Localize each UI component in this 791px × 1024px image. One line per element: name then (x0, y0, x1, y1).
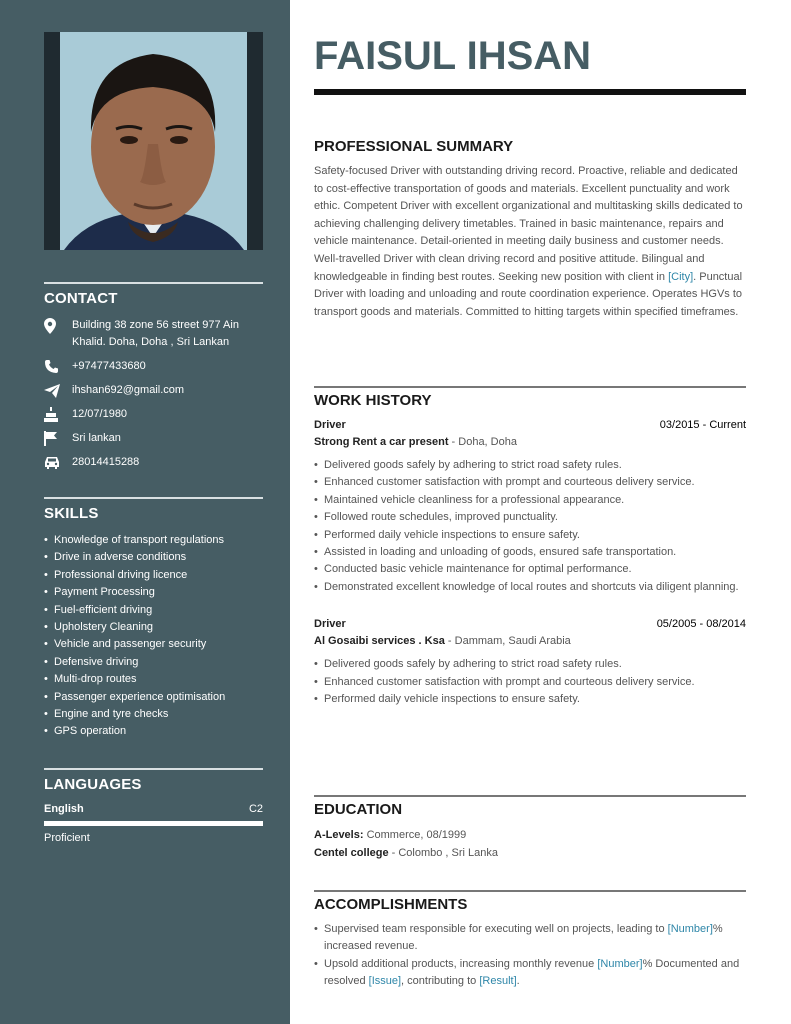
list-item: • Upholstery Cleaning (44, 619, 263, 636)
job-entry (314, 616, 746, 708)
work-history-section (314, 386, 746, 708)
contact-title: CONTACT (44, 290, 118, 307)
summary-text-part: . Punctual Driver with loading and unloading and route coordination experience. Operates HGVs to transport goods and materials. Committed to hitting targets within specified timeframes. (314, 270, 743, 318)
list-item: • Followed route schedules, improved punctuality. (314, 509, 746, 526)
divider (44, 282, 263, 284)
address-text: Building 38 zone 56 street 977 Ain Khalid. Doha, Doha , Sri Lankan (72, 319, 239, 348)
list-item: • Delivered goods safely by adhering to strict road safety rules. (314, 656, 746, 673)
text-part: Supervised team responsible for executing well on projects, leading to (324, 923, 668, 935)
job-bullets (314, 656, 746, 708)
list-item: • Engine and tyre checks (44, 706, 263, 723)
list-item: • GPS operation (44, 723, 263, 740)
text-part: % increased revenue. (324, 923, 723, 953)
skills-section (44, 497, 263, 741)
divider (314, 386, 746, 388)
school-location: - Colombo , Sri Lanka (388, 847, 499, 859)
list-item (314, 921, 746, 956)
job-dates: 03/2015 - Current (659, 419, 746, 431)
nationality-text: Sri lankan (72, 432, 121, 444)
birthdate-text: 12/07/1980 (72, 408, 128, 420)
list-item: • Multi-drop routes (44, 671, 263, 688)
text-part: Upsold additional products, increasing monthly revenue (324, 957, 598, 970)
text-part: , contributing to (401, 975, 480, 988)
list-item: • Performed daily vehicle inspections to ensure safety. (314, 527, 746, 544)
send-icon (44, 382, 62, 399)
accomplishments-section (314, 890, 746, 991)
flag-icon (44, 430, 62, 447)
work-history-title: WORK HISTORY (314, 392, 432, 409)
title-underline (314, 89, 746, 95)
contact-birthdate (44, 406, 263, 423)
contact-email (44, 382, 263, 399)
list-item: • Assisted in loading and unloading of goods, ensured safe transportation. (314, 544, 746, 561)
education-section (314, 795, 746, 862)
phone-text[interactable]: +97477433680 (72, 360, 146, 372)
list-item: • Maintained vehicle cleanliness for a professional appearance. (314, 492, 746, 509)
car-icon (44, 454, 62, 471)
list-item: • Passenger experience optimisation (44, 689, 263, 706)
accomplishments-list (314, 921, 746, 991)
job-company (314, 633, 746, 650)
education-degree (314, 826, 746, 844)
education-school (314, 844, 746, 862)
education-title: EDUCATION (314, 801, 403, 818)
summary-text (314, 163, 746, 321)
summary-section (314, 138, 746, 321)
language-row (44, 803, 263, 815)
profile-photo (44, 32, 263, 250)
job-title: Driver (314, 618, 346, 631)
phone-icon (44, 358, 62, 375)
divider (314, 795, 746, 797)
text-part: . (516, 975, 520, 988)
email-text[interactable]: ihshan692@gmail.com (72, 384, 185, 396)
accomplishments-title: ACCOMPLISHMENTS (314, 896, 468, 913)
list-item: • Vehicle and passenger security (44, 636, 263, 653)
skills-title: SKILLS (44, 505, 99, 522)
job-company (314, 434, 746, 451)
list-item: • Enhanced customer satisfaction with prompt and courteous delivery service. (314, 474, 746, 491)
company-name: Al Gosaibi services . Ksa (314, 635, 445, 648)
skills-list (44, 532, 263, 741)
language-proficiency-bar (44, 821, 263, 826)
contact-phone (44, 358, 263, 375)
languages-title: LANGUAGES (44, 776, 142, 793)
placeholder-number: [Number] (597, 957, 643, 970)
cake-icon (44, 406, 62, 423)
language-proficiency-text: Proficient (44, 832, 90, 844)
list-item: • Defensive driving (44, 654, 263, 671)
school-name: Centel college (314, 847, 389, 859)
summary-title: PROFESSIONAL SUMMARY (314, 138, 514, 155)
contact-license (44, 454, 263, 471)
list-item: • Professional driving licence (44, 567, 263, 584)
contact-section (44, 282, 263, 478)
placeholder-city: [City] (668, 270, 694, 283)
license-text: 28014415288 (72, 456, 140, 468)
list-item: • Conducted basic vehicle maintenance for optimal performance. (314, 561, 746, 578)
placeholder-issue: [Issue] (368, 975, 402, 988)
page-title: FAISUL IHSAN (314, 34, 592, 78)
job-bullets (314, 457, 746, 596)
map-pin-icon (44, 317, 62, 334)
languages-section (44, 768, 263, 844)
language-level: C2 (248, 803, 263, 815)
list-item: • Fuel-efficient driving (44, 602, 263, 619)
summary-text-part: Safety-focused Driver with outstanding driving record. Proactive, reliable and dedicated to cost-effective transportation of goods and materials. Excellent punctuality and work ethic. Competent Driver with excellent organizational and multitasking skills dedicated to achieving challenging delivery timetables. Trained in basic maintenance, repairs and vehicle maintenance. Detail-oriented in meeting daily business and customer needs. Well-travelled Driver with clean driving record and positive attitude. Bilingual and knowledgeable in finding best routes. Seeking new position with client in (314, 165, 743, 283)
degree-label: A-Levels: (314, 829, 364, 841)
job-header (314, 417, 746, 434)
degree-value: Commerce, 08/1999 (363, 829, 467, 841)
contact-address (44, 317, 263, 351)
company-location: - Dammam, Saudi Arabia (444, 635, 571, 648)
placeholder-number: [Number] (667, 923, 713, 935)
sidebar (0, 0, 290, 1024)
divider (44, 768, 263, 770)
list-item: • Delivered goods safely by adhering to strict road safety rules. (314, 457, 746, 474)
company-location: - Doha, Doha (448, 436, 517, 448)
job-entry (314, 417, 746, 596)
job-title: Driver (314, 419, 346, 431)
list-item: • Demonstrated excellent knowledge of local routes and shortcuts via diligent planning. (314, 579, 746, 596)
divider (314, 890, 746, 892)
divider (44, 497, 263, 499)
contact-nationality (44, 430, 263, 447)
job-dates: 05/2005 - 08/2014 (656, 618, 746, 631)
list-item: • Payment Processing (44, 584, 263, 601)
list-item: • Drive in adverse conditions (44, 549, 263, 566)
placeholder-result: [Result] (479, 975, 517, 988)
list-item (314, 956, 746, 991)
company-name: Strong Rent a car present (314, 436, 449, 448)
job-header (314, 616, 746, 633)
list-item: • Enhanced customer satisfaction with prompt and courteous delivery service. (314, 674, 746, 691)
list-item: • Knowledge of transport regulations (44, 532, 263, 549)
list-item: • Performed daily vehicle inspections to ensure safety. (314, 691, 746, 708)
text-part: % Documented and resolved (324, 957, 740, 988)
language-name: English (44, 803, 84, 815)
